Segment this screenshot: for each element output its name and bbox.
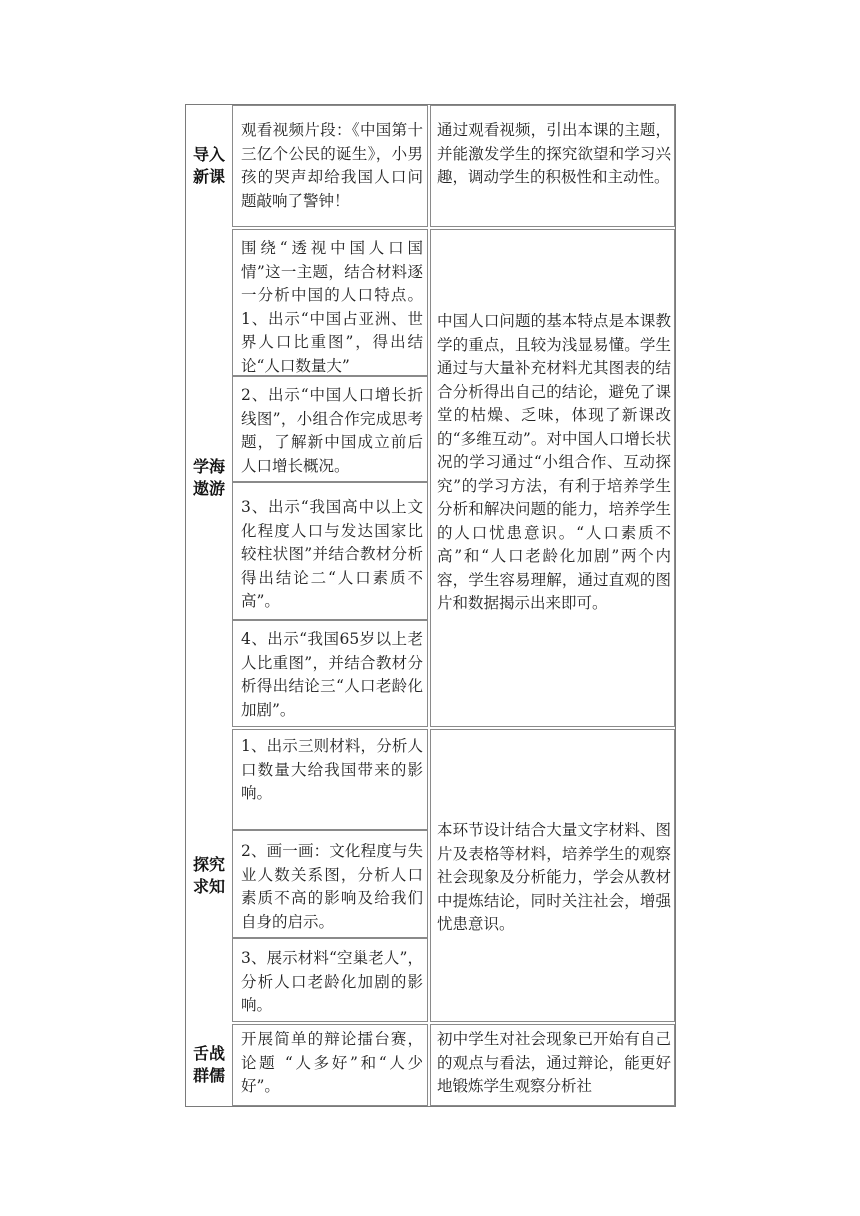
stage-label: 舌战群儒	[192, 1044, 225, 1085]
stage-label: 导入新课	[192, 145, 225, 186]
activity-text: 2、出示“中国人口增长折线图”，小组合作完成思考题，了解新中国成立前后人口增长概况。	[241, 386, 423, 475]
design-intent-text: 本环节设计结合大量文字材料、图片及表格等材料，培养学生的观察社会现象及分析能力，学会从教材中提炼结论，同时关注社会，增强忧患意识。	[437, 821, 671, 933]
stage-label: 探究求知	[192, 854, 225, 896]
activity-text: 3、出示“我国高中以上文化程度人口与发达国家比较柱状图”并结合教材分析得出结论二“人口素质不高”。	[241, 498, 423, 610]
design-intent-text: 初中学生对社会现象已开始有自己的观点与看法，通过辩论，能更好地锻炼学生观察分析社	[437, 1030, 671, 1095]
stage-cell-intro	[186, 105, 232, 227]
activity-text: 开展简单的辩论擂台赛，论题 “人多好”和“人少好”。	[241, 1030, 423, 1095]
stage-label: 学海遨游	[192, 457, 225, 498]
activity-text: 1、出示三则材料，分析人口数量大给我国带来的影响。	[241, 737, 423, 802]
activity-text: 3、展示材料“空巢老人”，分析人口老龄化加剧的影响。	[241, 949, 423, 1014]
activity-text: 观看视频片段：《中国第十三亿个公民的诞生》，小男孩的哭声却给我国人口问题敲响了警钟！	[241, 121, 423, 210]
activity-text: 4、出示“我国65岁以上老人比重图”，并结合教材分析得出结论三“人口老龄化加剧”。	[241, 630, 423, 719]
activity-text: 2、画一画：文化程度与失业人数关系图，分析人口素质不高的影响及给我们自身的启示。	[241, 842, 423, 931]
design-intent-text: 中国人口问题的基本特点是本课教学的重点，且较为浅显易懂。学生通过与大量补充材料尤其图表的结合分析得出自己的结论，避免了课堂的枯燥、乏味，体现了新课改的“多维互动”。对中国人口增长状况的学习通过“小组合作、互动探究”的学习方法，有利于培养学生分析和解决问题的能力，培养学生的人口忧患意识。“人口素质不高”和“人口老龄化加剧”两个内容，学生容易理解，通过直观的图片和数据揭示出来即可。	[437, 312, 671, 612]
stage-cell-inquiry	[186, 729, 232, 1022]
stage-cell-debate	[186, 1024, 232, 1106]
design-intent-text: 通过观看视频，引出本课的主题，并能激发学生的探究欲望和学习兴趣，调动学生的积极性和主动性。	[437, 121, 671, 186]
activity-text: 围绕“透视中国人口国情”这一主题，结合材料逐一分析中国的人口特点。1、出示“中国占亚洲、世界人口比重图”，得出结论“人口数量大”	[241, 239, 423, 375]
stage-cell-explore	[186, 229, 232, 727]
